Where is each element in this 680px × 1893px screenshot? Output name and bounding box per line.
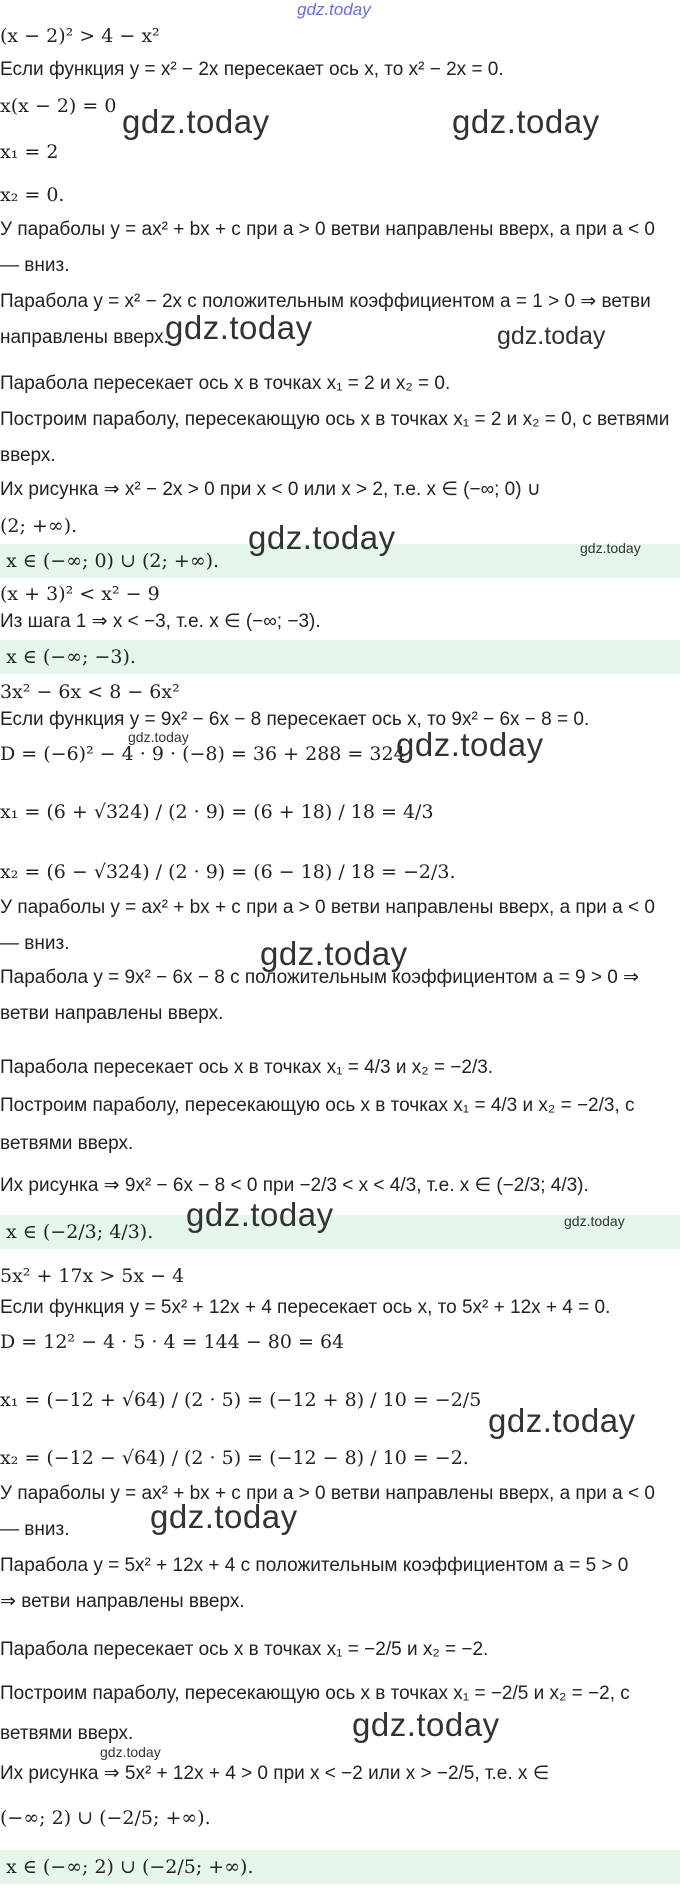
math-line: (−∞; 2) ∪ (−2/5; +∞). [0,1807,211,1829]
text-line: Парабола пересекает ось x в точках x₁ = 2 и x₂ = 0. [0,373,451,394]
text-line: Их рисунка ⇒ 9x² − 6x − 8 < 0 при −2/3 < x < 4/3, т.е. x ∈ (−2/3; 4/3). [0,1175,589,1196]
math-line: D = (−6)² − 4 · 9 · (−8) = 36 + 288 = 324 [0,743,406,765]
watermark: gdz.today [186,1196,334,1233]
watermark: gdz.today [352,1706,500,1743]
math-line: x₂ = 0. [0,184,65,206]
text-line: У параболы y = ax² + bx + c при a > 0 ветви направлены вверх, а при a < 0 [0,1483,655,1504]
text-line: Парабола y = 9x² − 6x − 8 с положительным коэффициентом a = 9 > 0 ⇒ [0,967,640,988]
text-line: Их рисунка ⇒ x² − 2x > 0 при x < 0 или x > 2, т.е. x ∈ (−∞; 0) ∪ [0,479,541,500]
math-line: x₂ = (−12 − √64) / (2 · 5) = (−12 − 8) / 10 = −2. [0,1447,469,1469]
watermark: gdz.today [260,935,408,972]
watermark: gdz.today [248,519,396,556]
watermark: gdz.today [580,540,641,556]
text-line: Если функция y = 9x² − 6x − 8 пересекает ось x, то 9x² − 6x − 8 = 0. [0,709,590,730]
watermark: gdz.today [452,103,600,140]
text-line: Парабола пересекает ось x в точках x₁ = 4/3 и x₂ = −2/3. [0,1057,494,1078]
watermark: gdz.today [396,726,544,763]
text-line: ⇒ ветви направлены вверх. [0,1591,245,1612]
text-line: Из шага 1 ⇒ x < −3, т.е. x ∈ (−∞; −3). [0,611,321,632]
math-line: x₁ = (6 + √324) / (2 · 9) = (6 + 18) / 18 = 4/3 [0,801,434,823]
text-line: ветви направлены вверх. [0,1003,224,1024]
text-line: Парабола y = x² − 2x с положительным коэффициентом a = 1 > 0 ⇒ ветви [0,291,651,312]
site-mark: gdz.today [297,0,371,19]
text-line: Построим параболу, пересекающую ось x в точках x₁ = 2 и x₂ = 0, с ветвями [0,409,670,430]
math-line: 3x² − 6x < 8 − 6x² [0,681,180,703]
watermark: gdz.today [128,729,189,745]
math-line: x₁ = 2 [0,141,59,163]
math-line: (x + 3)² < x² − 9 [0,583,160,605]
math-line: D = 12² − 4 · 5 · 4 = 144 − 80 = 64 [0,1331,345,1353]
math-line: x₁ = (−12 + √64) / (2 · 5) = (−12 + 8) / 10 = −2/5 [0,1389,482,1411]
answer-box: x ∈ (−∞; 2) ∪ (−2/5; +∞). [0,1850,680,1884]
watermark: gdz.today [497,322,606,350]
text-line: ветвями вверх. [0,1723,134,1744]
answer-box: x ∈ (−∞; −3). [0,640,680,674]
text-line: Построим параболу, пересекающую ось x в точках x₁ = 4/3 и x₂ = −2/3, с [0,1095,635,1116]
text-line: Построим параболу, пересекающую ось x в точках x₁ = −2/5 и x₂ = −2, с [0,1683,630,1704]
text-line: У параболы y = ax² + bx + c при a > 0 ветви направлены вверх, а при a < 0 [0,219,655,240]
math-line: (2; +∞). [0,515,78,537]
math-line: x₂ = (6 − √324) / (2 · 9) = (6 − 18) / 18 = −2/3. [0,861,456,883]
math-line: x(x − 2) = 0 [0,95,117,117]
text-line: У параболы y = ax² + bx + c при a > 0 ветви направлены вверх, а при a < 0 [0,897,655,918]
math-line: 5x² + 17x > 5x − 4 [0,1265,185,1287]
text-line: — вниз. [0,255,70,276]
watermark: gdz.today [165,309,313,346]
watermark: gdz.today [122,103,270,140]
watermark: gdz.today [488,1402,636,1439]
math-line: (x − 2)² > 4 − x² [0,25,160,47]
text-line: — вниз. [0,1519,70,1540]
text-line: Парабола y = 5x² + 12x + 4 с положительным коэффициентом a = 5 > 0 [0,1555,629,1576]
text-line: вверх. [0,445,56,466]
text-line: — вниз. [0,933,70,954]
text-line: Если функция y = 5x² + 12x + 4 пересекает ось x, то 5x² + 12x + 4 = 0. [0,1297,611,1318]
text-line: Их рисунка ⇒ 5x² + 12x + 4 > 0 при x < −2 или x > −2/5, т.е. x ∈ [0,1763,550,1784]
text-line: направлены вверх. [0,327,169,348]
answer-box: x ∈ (−2/3; 4/3). [0,1215,680,1249]
watermark: gdz.today [564,1213,625,1229]
text-line: Если функция y = x² − 2x пересекает ось x, то x² − 2x = 0. [0,59,504,80]
text-line: Парабола пересекает ось x в точках x₁ = −2/5 и x₂ = −2. [0,1639,489,1660]
text-line: ветвями вверх. [0,1133,134,1154]
watermark: gdz.today [100,1744,161,1760]
watermark: gdz.today [150,1498,298,1535]
answer-box: x ∈ (−∞; 0) ∪ (2; +∞). [0,544,680,578]
